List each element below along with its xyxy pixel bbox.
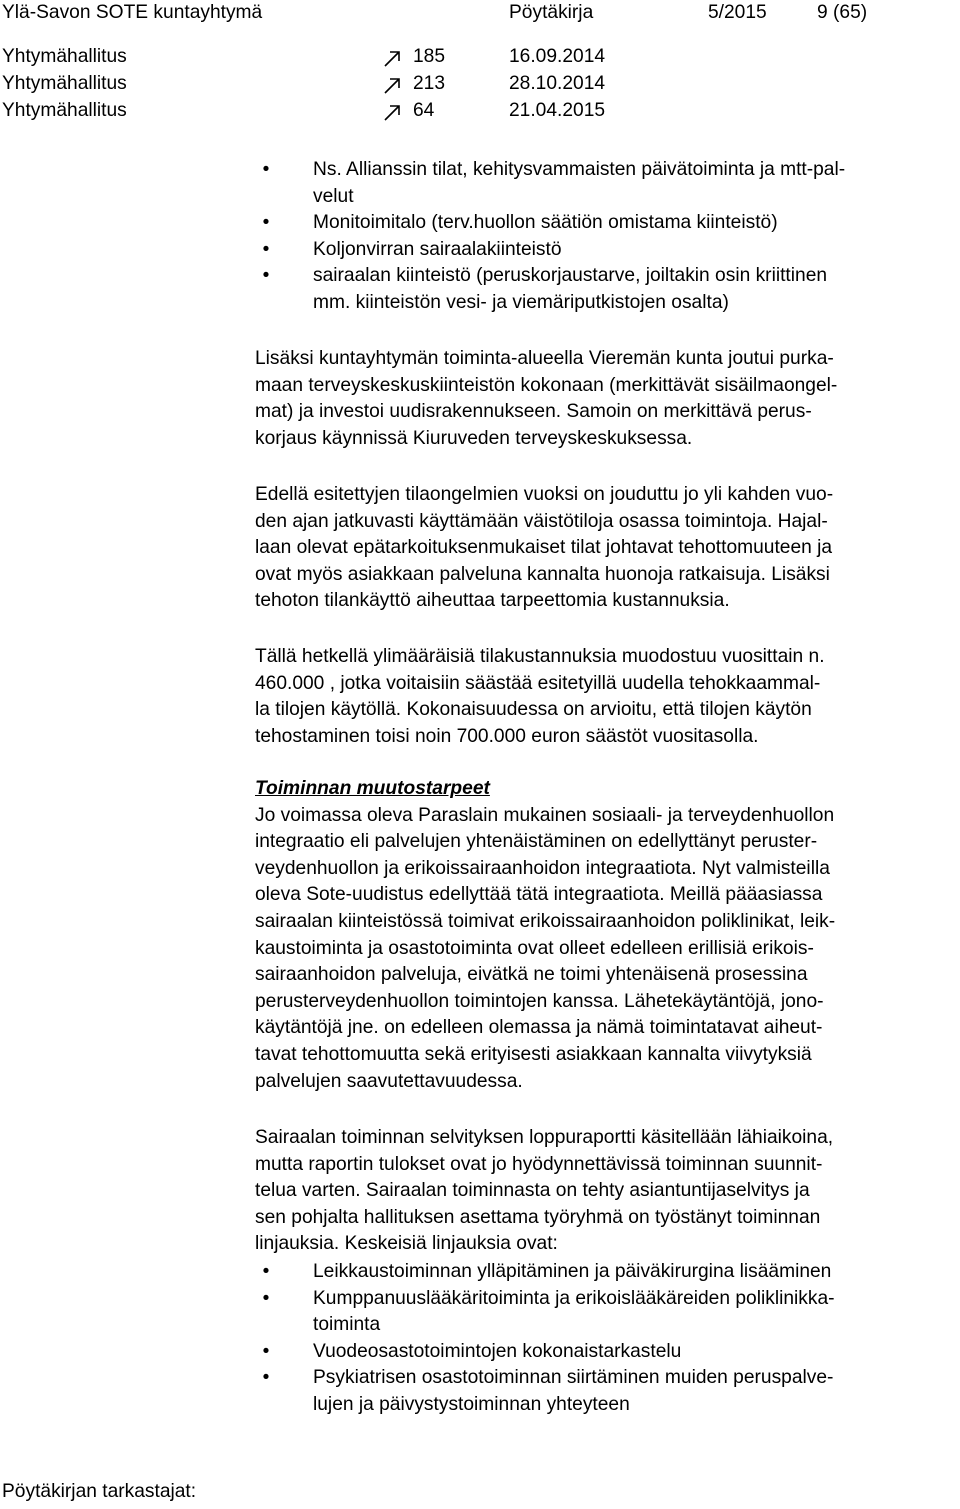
paragraph-line: palvelujen saavutettavuudessa.: [255, 1070, 523, 1092]
list-item: [262, 263, 958, 316]
list-item-line: lujen ja päivystystoiminnan yhteyteen: [313, 1393, 630, 1415]
paragraph-line: den ajan jatkuvasti käyttämään väistötiloja osassa toimintoja. Hajal-: [255, 510, 828, 532]
paragraph-line: tehostaminen toisi noin 700.000 euron säästöt vuositasolla.: [255, 725, 759, 747]
paragraph-line: mat) ja investoi uudisrakennukseen. Samoin on merkittävä perus-: [255, 401, 812, 423]
reference-row: [0, 71, 700, 98]
reference-body: Yhtymähallitus: [2, 100, 127, 121]
header-page: 9 (65): [817, 2, 868, 23]
paragraph-line: Edellä esitettyjen tilaongelmien vuoksi on jouduttu jo yli kahden vuo-: [255, 484, 834, 505]
reference-row: [0, 44, 700, 71]
bullet-icon: •: [262, 1367, 270, 1389]
list-item: [262, 1259, 958, 1286]
paragraph-line: tavat tehottomuutta sekä erityisesti asiakkaan kannalta viivytyksiä: [255, 1043, 812, 1065]
list-item: [262, 1339, 958, 1366]
reference-number: 64: [413, 100, 435, 121]
list-item-line: Monitoimitalo (terv.huollon säätiön omistama kiinteistö): [313, 212, 778, 234]
bullet-icon: •: [262, 1287, 270, 1309]
paragraph: [255, 482, 955, 615]
list-item-line: Psykiatrisen osastotoiminnan siirtäminen muiden peruspalve-: [313, 1367, 834, 1389]
reference-number: 185: [413, 46, 446, 67]
paragraph-line: korjaus käynnissä Kiuruveden terveyskeskuksessa.: [255, 427, 693, 449]
header-doc-number: 5/2015: [708, 2, 767, 23]
reference-date: 16.09.2014: [509, 46, 606, 67]
list-item: [262, 157, 958, 210]
footer-label: Pöytäkirjan tarkastajat:: [2, 1481, 197, 1502]
list-item: [262, 237, 958, 264]
header-doc-type: Pöytäkirja: [509, 2, 594, 23]
property-list: [262, 157, 958, 317]
paragraph-line: veydenhuollon ja erikoissairaanhoidon integraatiota. Nyt valmisteilla: [255, 857, 830, 879]
paragraph-line: sen pohjalta hallituksen asettama työryhmä on työstänyt toiminnan: [255, 1206, 821, 1228]
reference-date: 28.10.2014: [509, 73, 606, 94]
list-item-line: mm. kiinteistön vesi- ja viemäriputkistojen osalta): [313, 291, 729, 313]
paragraph-line: tehoton tilankäyttö aiheuttaa tarpeettomia kustannuksia.: [255, 590, 730, 612]
paragraph-line: linjauksia. Keskeisiä linjauksia ovat:: [255, 1233, 558, 1255]
paragraph-line: integraatio eli palvelujen yhtenäistäminen on edellyttänyt peruster-: [255, 831, 818, 853]
list-item-line: velut: [313, 185, 354, 207]
list-item: [262, 1365, 958, 1418]
arrow-icon: [382, 49, 402, 69]
paragraph-line: Jo voimassa oleva Paraslain mukainen sosiaali- ja terveydenhuollon: [255, 804, 835, 826]
bullet-icon: •: [262, 1340, 270, 1362]
paragraph-line: telua varten. Sairaalan toiminnasta on tehty asiantuntijaselvitys ja: [255, 1180, 810, 1202]
list-item: [262, 210, 958, 237]
bullet-icon: •: [262, 159, 270, 180]
section: [255, 776, 955, 1095]
bullet-icon: •: [262, 238, 270, 260]
reference-body: Yhtymähallitus: [2, 46, 127, 67]
paragraph: [255, 644, 955, 750]
paragraph-line: Tällä hetkellä ylimääräisiä tilakustannuksia muodostuu vuosittain n.: [255, 646, 825, 667]
list-item-line: toiminta: [313, 1314, 381, 1336]
list-item-line: Kumppanuuslääkäritoiminta ja erikoislääkäreiden poliklinikka-: [313, 1287, 835, 1309]
list-item-line: Vuodeosastotoimintojen kokonaistarkastelu: [313, 1340, 682, 1362]
paragraph-line: ovat myös asiakkaan palveluna kannalta huonoja ratkaisuja. Lisäksi: [255, 563, 830, 585]
list-item-line: Ns. Allianssin tilat, kehitysvammaisten päivätoiminta ja mtt-pal-: [313, 159, 846, 180]
paragraph-line: Lisäksi kuntayhtymän toiminta-alueella Vieremän kunta joutui purka-: [255, 348, 834, 369]
policy-list: [262, 1259, 958, 1419]
reference-body: Yhtymähallitus: [2, 73, 127, 94]
header-org: Ylä-Savon SOTE kuntayhtymä: [2, 2, 263, 23]
bullet-icon: •: [262, 1261, 270, 1282]
list-item-line: Leikkaustoiminnan ylläpitäminen ja päiväkirurgina lisääminen: [313, 1261, 832, 1282]
list-item-line: sairaalan kiinteistö (peruskorjaustarve, joiltakin osin kriittinen: [313, 265, 828, 287]
list-item: [262, 1286, 958, 1339]
paragraph-line: oleva Sote-uudistus edellyttää tätä integraatiota. Meillä pääasiassa: [255, 884, 823, 906]
paragraph: [255, 1125, 955, 1258]
paragraph-line: mutta raportin tulokset ovat jo hyödynnettävissä toiminnan suunnit-: [255, 1153, 823, 1175]
paragraph-line: sairaalan kiinteistössä toimivat erikoissairaanhoidon poliklinikat, leik-: [255, 910, 836, 932]
arrow-icon: [382, 103, 402, 123]
paragraph-line: la tilojen käytöllä. Kokonaisuudessa on arvioitu, että tilojen käytön: [255, 699, 812, 721]
paragraph-line: perusterveydenhuollon toimintojen kanssa. Lähetekäytäntöjä, jono-: [255, 990, 824, 1012]
reference-number: 213: [413, 73, 446, 94]
bullet-icon: •: [262, 212, 270, 234]
arrow-icon: [382, 76, 402, 96]
paragraph-line: kaustoiminta ja osastotoiminta ovat olleet edelleen erillisiä erikois-: [255, 937, 814, 959]
paragraph-line: sairaanhoidon palveluja, eivätkä ne toimi yhtenäisenä prosessina: [255, 964, 808, 986]
bullet-icon: •: [262, 265, 270, 287]
reference-row: [0, 98, 700, 125]
section-heading: Toiminnan muutostarpeet: [255, 778, 490, 799]
paragraph-line: käytäntöjä jne. on edelleen olemassa ja nämä toimintatavat aiheut-: [255, 1017, 823, 1039]
paragraph-line: 460.000 , jotka voitaisiin säästää esitetyillä uudella tehokkaammal-: [255, 672, 821, 694]
reference-date: 21.04.2015: [509, 100, 606, 121]
paragraph-line: Sairaalan toiminnan selvityksen loppuraportti käsitellään lähiaikoina,: [255, 1127, 834, 1148]
paragraph-line: maan terveyskeskuskiinteistön kokonaan (merkittävät sisäilmaongel-: [255, 374, 838, 396]
paragraph: [255, 346, 955, 452]
paragraph-line: laan olevat epätarkoituksenmukaiset tilat johtavat tehottomuuteen ja: [255, 537, 833, 559]
list-item-line: Koljonvirran sairaalakiinteistö: [313, 238, 562, 260]
